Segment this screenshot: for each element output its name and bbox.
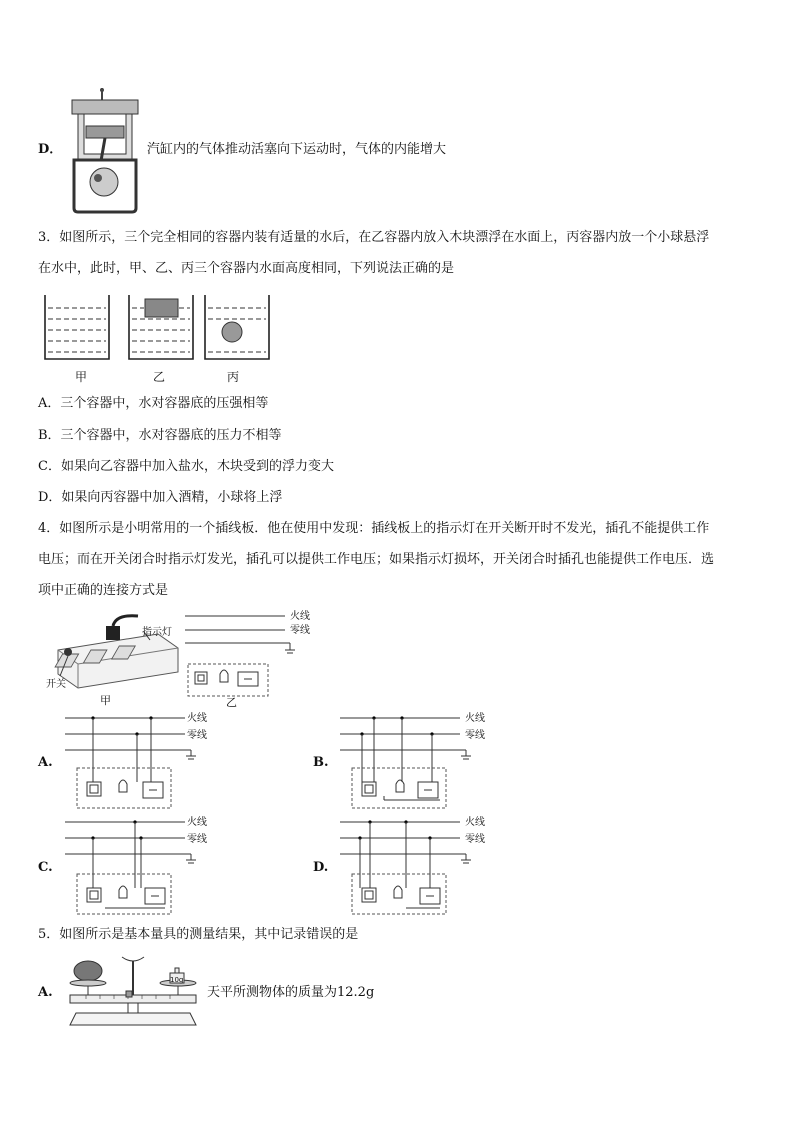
- label-neutral: 零线: [465, 730, 485, 741]
- circuit-a-labels: [185, 712, 225, 752]
- label-indicator: 指示灯: [142, 627, 172, 638]
- q5-option-a-text: 天平所测物体的质量为12.2g: [207, 985, 375, 1000]
- label-bing: 丙: [227, 370, 240, 384]
- wiring-diagram-yi: [180, 610, 330, 710]
- label-yi: 乙: [153, 370, 166, 384]
- q3-stem-line1: 3．如图所示，三个完全相同的容器内装有适量的水后，在乙容器内放入木块漂浮在水面上，丙容器内放一个小球悬浮: [38, 230, 710, 245]
- circuit-c-labels: [185, 816, 225, 856]
- q5-option-a-label: A.: [38, 985, 53, 1000]
- q4-stem-line2: 电压；而在开关闭合时指示灯发光，插孔可以提供工作电压；如果指示灯损坏，开关闭合时插孔也能提供工作电压．选: [38, 552, 715, 567]
- q2-option-d-label: D．: [38, 142, 63, 157]
- balance-scale-figure: [66, 955, 206, 1029]
- label-neutral: 零线: [290, 625, 310, 636]
- q3-option-a: A．三个容器中，水对容器底的压强相等: [38, 396, 269, 411]
- label-live: 火线: [290, 611, 310, 622]
- q4-stem-line3: 项中正确的连接方式是: [38, 583, 169, 598]
- q2-option-d-text: 汽缸内的气体推动活塞向下运动时，气体的内能增大: [147, 142, 447, 157]
- label-neutral: 零线: [465, 834, 485, 845]
- q3-option-c: C．如果向乙容器中加入盐水，木块受到的浮力变大: [38, 459, 334, 474]
- label-neutral: 零线: [187, 834, 207, 845]
- label-neutral: 零线: [187, 730, 207, 741]
- label-yi: 乙: [226, 696, 237, 709]
- q3-stem-line2: 在水中，此时，甲、乙、丙三个容器内水面高度相同，下列说法正确的是: [38, 261, 455, 276]
- label-live: 火线: [187, 817, 207, 828]
- wooden-block: [145, 299, 178, 317]
- label-switch: 开关: [46, 679, 66, 690]
- label-jia: 甲: [100, 694, 111, 707]
- label-live: 火线: [465, 713, 485, 724]
- label-live: 火线: [465, 817, 485, 828]
- switch-button: [64, 648, 72, 656]
- label-live: 火线: [187, 713, 207, 724]
- q4-option-d: D.: [313, 860, 329, 875]
- container-jia: [45, 295, 109, 359]
- q5-stem: 5．如图所示是基本量具的测量结果，其中记录错误的是: [38, 927, 359, 942]
- label-jia: 甲: [75, 370, 88, 384]
- three-containers-figure: [40, 292, 280, 384]
- engine-cylinder-figure: [68, 86, 144, 214]
- container-bing: [205, 295, 269, 359]
- q3-option-d: D．如果向丙容器中加入酒精，小球将上浮: [38, 490, 283, 505]
- q4-option-b: B.: [313, 755, 329, 770]
- circuit-d-labels: [463, 816, 503, 856]
- circuit-b-labels: [463, 712, 503, 752]
- q3-option-b: B．三个容器中，水对容器底的压力不相等: [38, 428, 282, 443]
- weight-label: 10g: [170, 976, 184, 984]
- q4-stem-line1: 4．如图所示是小明常用的一个插线板．他在使用中发现：插线板上的指示灯在开关断开时不发光，插孔不能提供工作: [38, 521, 710, 536]
- container-yi: [129, 295, 193, 359]
- q4-option-c: C.: [38, 860, 53, 875]
- q4-option-a: A.: [38, 755, 53, 770]
- small-ball: [222, 322, 242, 342]
